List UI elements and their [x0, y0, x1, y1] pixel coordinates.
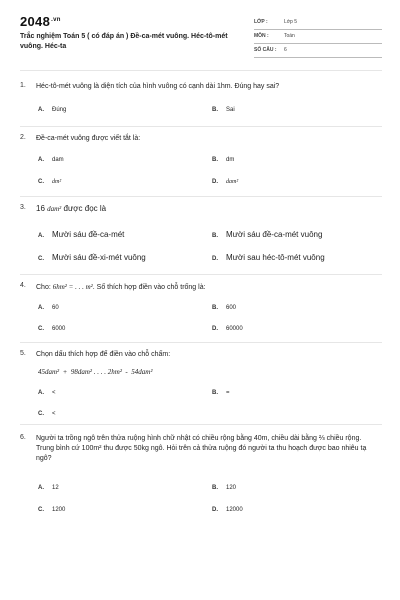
option-b[interactable] [212, 304, 236, 311]
option-label: B. [212, 305, 218, 311]
option-label: D. [212, 507, 218, 513]
option-a[interactable] [38, 304, 59, 311]
divider [20, 274, 382, 275]
option-b[interactable] [212, 389, 230, 396]
question-text [36, 282, 380, 293]
meta-row-count [254, 44, 382, 58]
question-text-post: được đọc là [61, 204, 107, 213]
question-text: Héc-tô-mét vuông là diện tích của hình vuông có cạnh dài 1hm. Đúng hay sai? [36, 83, 280, 90]
option-value: Sai [226, 107, 235, 113]
comparison-expression: 45dam² + 98dam² . . . . 2hm² - 54dam² [38, 368, 153, 376]
option-label: A. [38, 157, 44, 163]
question-math: 6hm² = . . . m² [52, 283, 93, 291]
option-b[interactable] [212, 484, 236, 491]
option-label: D. [212, 179, 218, 185]
option-b[interactable] [212, 156, 234, 163]
option-value: 120 [226, 485, 237, 491]
option-value: Mười sáu đề-xi-mét vuông [52, 253, 146, 262]
option-label: A. [38, 233, 44, 239]
meta-key: MÔN : [254, 33, 269, 39]
option-a[interactable] [38, 230, 124, 239]
option-value: Đúng [52, 107, 67, 113]
option-a[interactable] [38, 484, 59, 491]
option-label: C. [38, 411, 44, 417]
option-label: D. [212, 326, 218, 332]
brand-logo [20, 14, 61, 29]
option-label: D. [212, 256, 218, 262]
question-text: Chọn dấu thích hợp để điền vào chỗ chấm: [36, 351, 171, 358]
question-number: 4. [20, 282, 26, 289]
question-text-post: . Số thích hợp điền vào chỗ trống là: [92, 284, 206, 291]
brand-name: 2048 [20, 14, 51, 29]
meta-value: Toán [284, 33, 295, 39]
option-label: B. [212, 233, 218, 239]
option-value: 60 [52, 305, 59, 311]
meta-key: SỐ CÂU : [254, 47, 277, 53]
option-b[interactable] [212, 106, 235, 113]
option-label: B. [212, 157, 218, 163]
meta-key: LỚP : [254, 19, 268, 25]
divider [20, 126, 382, 127]
option-label: C. [38, 326, 44, 332]
option-value: 60000 [226, 326, 243, 332]
option-label: A. [38, 107, 44, 113]
option-value: dam² [226, 179, 239, 185]
worksheet-header [20, 14, 382, 60]
question-text: Người ta trồng ngô trên thửa ruộng hình chữ nhật có chiều rộng bằng 40m, chiều dài bằng ⅔ chiều rộng. Trung bình cứ 100m² thu được 50kg ngô. Hỏi trên cả thửa ruộng đó người ta thu hoạch được bao nhiêu tạ ngô? [36, 435, 367, 462]
option-a[interactable] [38, 156, 64, 163]
option-c[interactable] [38, 410, 56, 417]
option-label: B. [212, 485, 218, 491]
option-label: B. [212, 107, 218, 113]
option-c[interactable] [38, 506, 65, 513]
question-text-pre: 16 [36, 204, 48, 213]
meta-row-subject [254, 30, 382, 44]
option-value: Mười sáu đề-ca-mét [52, 230, 125, 239]
meta-row-class [254, 16, 382, 30]
option-value: dam [52, 157, 64, 163]
option-value: 12 [52, 485, 59, 491]
meta-value: 6 [284, 47, 287, 53]
question-math: dam² [47, 205, 62, 213]
meta-value: Lớp 5 [284, 19, 298, 25]
option-a[interactable] [38, 106, 66, 113]
option-label: B. [212, 390, 218, 396]
option-value: Mười sau héc-tô-mét vuông [226, 253, 325, 262]
option-label: C. [38, 256, 44, 262]
divider [20, 424, 382, 425]
option-value: dm [226, 157, 235, 163]
option-label: A. [38, 390, 44, 396]
divider [20, 196, 382, 197]
question-text-pre: Cho: [36, 284, 53, 291]
option-label: C. [38, 179, 44, 185]
divider [20, 70, 382, 71]
option-label: A. [38, 485, 44, 491]
option-value: < [52, 411, 56, 417]
option-c[interactable] [38, 253, 146, 262]
option-value: 6000 [52, 326, 66, 332]
option-value: = [226, 390, 230, 396]
option-b[interactable] [212, 230, 322, 239]
option-d[interactable] [212, 253, 325, 262]
question-text [36, 204, 380, 214]
option-value: 1200 [52, 507, 66, 513]
option-value: Mười sáu đề-ca-mét vuông [226, 230, 323, 239]
option-d[interactable] [212, 325, 243, 332]
meta-table [254, 16, 382, 58]
option-value: dm² [52, 179, 62, 185]
question-number: 5. [20, 350, 26, 357]
option-label: A. [38, 305, 44, 311]
question-text: Đề-ca-mét vuông được viết tắt là: [36, 135, 141, 142]
divider [20, 342, 382, 343]
option-value: 600 [226, 305, 237, 311]
option-d[interactable] [212, 506, 243, 513]
option-value: < [52, 390, 56, 396]
option-value: 12000 [226, 507, 243, 513]
question-number: 1. [20, 82, 26, 89]
document-title: Trắc nghiệm Toán 5 ( có đáp án ) Đề-ca-mét vuông. Héc-tô-mét vuông. Héc-ta [20, 33, 228, 50]
question-number: 6. [20, 434, 26, 441]
option-c[interactable] [38, 178, 61, 185]
option-a[interactable] [38, 389, 56, 396]
question-number: 2. [20, 134, 26, 141]
brand-suffix: .vn [51, 16, 61, 23]
option-c[interactable] [38, 325, 65, 332]
option-d[interactable] [212, 178, 238, 185]
question-number: 3. [20, 204, 26, 211]
option-label: C. [38, 507, 44, 513]
